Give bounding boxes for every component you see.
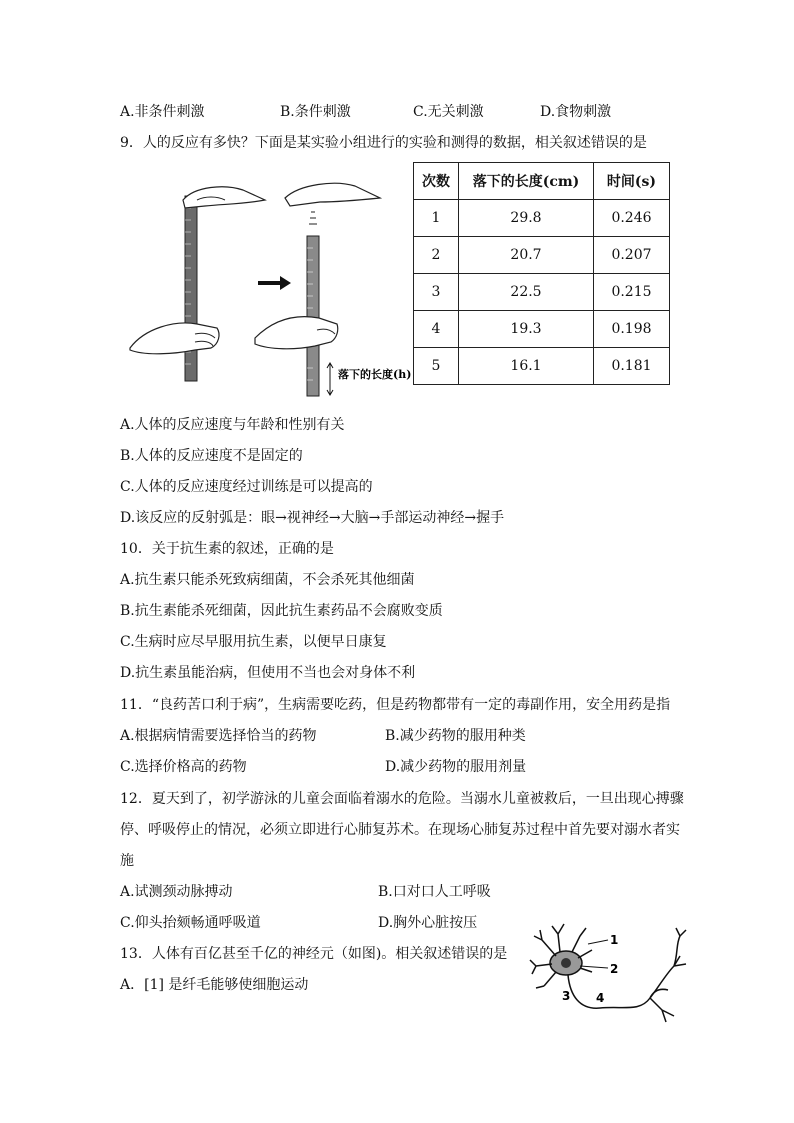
q10-option-b: B.抗生素能杀死细菌，因此抗生素药品不会腐败变质 (120, 603, 443, 619)
q9-stem: 9．人的反应有多快？下面是某实验小组进行的实验和测得的数据，相关叙述错误的是 (120, 135, 647, 151)
q12-stem-line-2: 停、呼吸停止的情况，必须立即进行心肺复苏术。在现场心肺复苏过程中首先要对溺水者实 (120, 822, 680, 838)
cell-time: 0.181 (594, 348, 670, 385)
table-row (414, 274, 670, 311)
cell-length: 29.8 (459, 200, 594, 237)
table-header-row (414, 163, 670, 200)
cell-length: 19.3 (459, 311, 594, 348)
cell-trial: 5 (414, 348, 459, 385)
q8-option-d: D.食物刺激 (540, 104, 612, 120)
q9-option-c: C.人体的反应速度经过训练是可以提高的 (120, 479, 373, 495)
table-row (414, 348, 670, 385)
reaction-data-table (413, 162, 670, 385)
header-trial: 次数 (414, 163, 459, 200)
cell-time: 0.198 (594, 311, 670, 348)
table-row (414, 200, 670, 237)
cell-trial: 3 (414, 274, 459, 311)
q10-option-d: D.抗生素虽能治病，但使用不当也会对身体不利 (120, 665, 416, 681)
figure-h-label: 落下的长度(h) (338, 368, 412, 381)
q11-option-c: C.选择价格高的药物 (120, 759, 247, 775)
header-length: 落下的长度(cm) (459, 163, 594, 200)
neuron-label-1: 1 (610, 933, 619, 947)
cell-time: 0.215 (594, 274, 670, 311)
q9-option-a: A.人体的反应速度与年龄和性别有关 (120, 417, 345, 433)
q11-option-b: B.减少药物的服用种类 (385, 728, 526, 744)
q11-option-d: D.减少药物的服用剂量 (385, 759, 527, 775)
q12-option-b: B.口对口人工呼吸 (378, 884, 491, 900)
ruler-drop-experiment-figure (125, 178, 412, 403)
cell-length: 22.5 (459, 274, 594, 311)
q10-stem: 10．关于抗生素的叙述，正确的是 (120, 541, 334, 557)
q8-option-c: C.无关刺激 (413, 104, 484, 120)
table-row (414, 237, 670, 274)
neuron-figure (528, 918, 698, 1036)
q9-option-b: B.人体的反应速度不是固定的 (120, 448, 303, 464)
neuron-label-3: 3 (562, 989, 571, 1003)
q11-stem: 11．“良药苦口利于病”，生病需要吃药，但是药物都带有一定的毒副作用，安全用药是指 (120, 697, 671, 713)
cell-length: 20.7 (459, 237, 594, 274)
cell-length: 16.1 (459, 348, 594, 385)
q10-option-c: C.生病时应尽早服用抗生素，以便早日康复 (120, 634, 387, 650)
q12-option-c: C.仰头抬颏畅通呼吸道 (120, 915, 261, 931)
q10-option-a: A.抗生素只能杀死致病细菌，不会杀死其他细菌 (120, 572, 415, 588)
q12-option-d: D.胸外心脏按压 (378, 915, 478, 931)
q13-option-a: A．[1] 是纤毛能够使细胞运动 (120, 977, 309, 993)
neuron-label-4: 4 (596, 991, 605, 1005)
q11-option-a: A.根据病情需要选择恰当的药物 (120, 728, 317, 744)
cell-time: 0.207 (594, 237, 670, 274)
header-time: 时间(s) (594, 163, 670, 200)
q8-option-b: B.条件刺激 (280, 104, 351, 120)
cell-trial: 2 (414, 237, 459, 274)
q12-stem-line-1: 12．夏天到了，初学游泳的儿童会面临着溺水的危险。当溺水儿童被救后，一旦出现心搏骤 (120, 791, 684, 807)
neuron-label-2: 2 (610, 962, 619, 976)
cell-time: 0.246 (594, 200, 670, 237)
q8-option-a: A.非条件刺激 (120, 104, 205, 120)
q12-stem-line-3: 施 (120, 853, 134, 869)
q12-option-a: A.试测颈动脉搏动 (120, 884, 233, 900)
q9-option-d: D.该反应的反射弧是：眼→视神经→大脑→手部运动神经→握手 (120, 510, 505, 526)
q13-stem: 13．人体有百亿甚至千亿的神经元（如图)。相关叙述错误的是 (120, 946, 508, 962)
cell-trial: 1 (414, 200, 459, 237)
cell-trial: 4 (414, 311, 459, 348)
table-row (414, 311, 670, 348)
